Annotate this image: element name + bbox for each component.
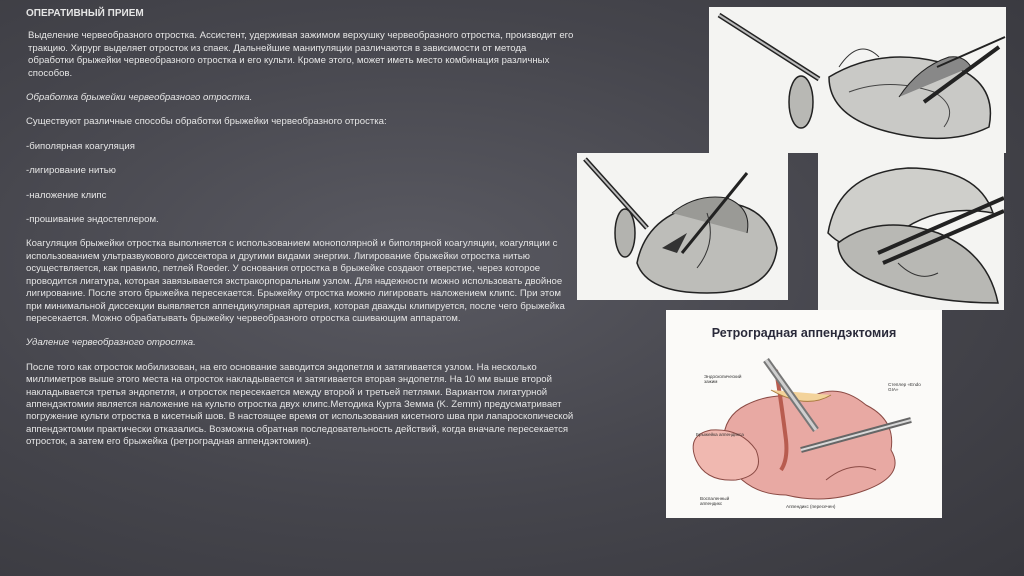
illustration-ligation	[577, 153, 788, 300]
slide-title: ОПЕРАТИВНЫЙ ПРИЕМ	[26, 8, 144, 19]
heading-removal: Удаление червеобразного отростка.	[26, 337, 196, 349]
illustration-stapler	[818, 153, 1004, 310]
method-item: -лигирование нитью	[26, 165, 116, 177]
illustration-traction	[709, 7, 1006, 153]
method-item: -прошивание эндостеплером.	[26, 214, 159, 226]
label-stapler: Степлер «Endo GIA»	[888, 382, 921, 392]
paragraph-isolation: Выделение червеобразного отростка. Ассистент, удерживая зажимом верхушку червеобразного отростка, производит его тракцию. Хирург выделяет отросток из спаек. Дальнейшие манипуляции различаются в зависимости от метода обработки брыжейки червеобразного отростка и его культи. Кроме этого, может иметь место комбинация различных способов.	[28, 30, 574, 79]
diagram-title: Ретроградная аппендэктомия	[711, 326, 897, 340]
label-mesentery: Брыжейка аппендикса	[696, 432, 744, 437]
paragraph-methods-intro: Существуют различные способы обработки брыжейки червеобразного отростка:	[26, 116, 387, 128]
method-item: -биполярная коагуляция	[26, 140, 135, 152]
paragraph-coagulation: Коагуляция брыжейки отростка выполняется с использованием монополярной и биполярной коагуляции, коагуляции с использованием ультразвукового диссектора и другими видами энергии. Лигирование брыжейки отростка нитью осуществляется, как правило, петлей Roeder. У основания отростка в брыжейке создают отверстие, через которое проводится лигатура, которая завязывается экстракорпоральным узлом. Для надежности можно использовать двойное лигирование. После этого брыжейка пересекается. Брыжейку отростка можно лигировать наложением клипс. При этом при минимальной диссекции выявляется аппендикулярная артерия, которая дважды клипируется, после чего брыжейка пересекается. Можно обрабатывать брыжейку червеобразного отростка сшивающим аппаратом.	[26, 238, 565, 324]
method-item: -наложение клипс	[26, 189, 107, 201]
heading-mesentery: Обработка брыжейки червеобразного отростка.	[26, 92, 253, 104]
text-column	[26, 8, 574, 461]
diagram-retrograde-appendectomy	[666, 310, 942, 518]
label-endoscopic-clamp: Эндоскопический зажим	[704, 374, 742, 384]
paragraph-removal: После того как отросток мобилизован, на его основание заводится эндопетля и затягивается узлом. На несколько миллиметров выше этого места на отросток накладывается и затягивается вторая эндопетля. На 10 мм выше второй накладывается третья эндопетля, и отросток пересекается между второй и третьей петлями. Вариантом лигатурной аппендэктомии является наложение на культю отростка двух клипс.Методика Курта Земма (K. Zemm) предусматривает погружение культи отростка в кисетный шов. В настоящее время от использования кисетного шва при лапароскопической аппендэктомии практически отказались. Возможна обратная последовательность действий, когда вначале пересекается отросток, а затем его брыжейка (ретроградная аппендэктомия).	[26, 361, 574, 448]
label-inflamed-appendix: Воспаленный аппендикс	[700, 496, 730, 506]
label-transected-appendix: Аппендикс (пересечен)	[786, 504, 836, 509]
